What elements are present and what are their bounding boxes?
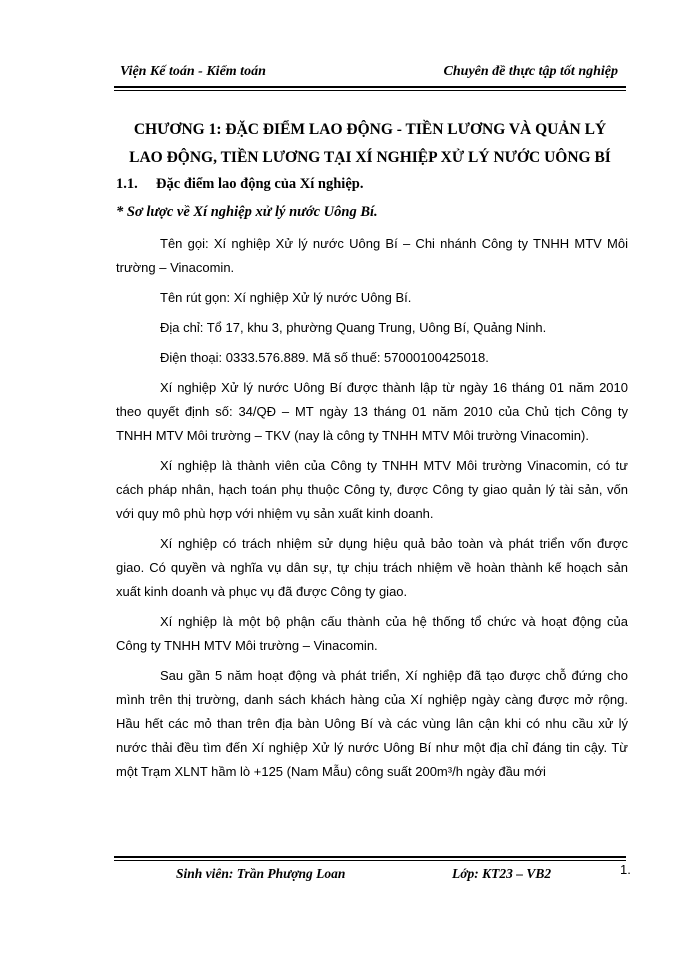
paragraph: Xí nghiệp Xử lý nước Uông Bí được thành lập từ ngày 16 tháng 01 năm 2010 theo quyết định số: 34/QĐ – MT ngày 13 tháng 01 năm 2010 của Chủ tịch Công ty TNHH MTV Môi trường – TKV (nay là công ty TNHH MTV Môi trường Vinacomin). [116,380,628,443]
paragraph: Xí nghiệp là một bộ phận cấu thành của hệ thống tổ chức và hoạt động của Công ty TNHH MTV Môi trường – Vinacomin. [116,614,628,653]
footer-student: Sinh viên: Trần Phượng Loan [176,866,346,881]
header-divider-thin [114,90,626,91]
chapter-title-line1: CHƯƠNG 1: ĐẶC ĐIỂM LAO ĐỘNG - TIỀN LƯƠNG VÀ QUẢN LÝ [133,121,607,138]
footer-class: Lớp: KT23 – VB2 [452,866,552,881]
section-heading [116,176,363,193]
paragraph: Điện thoại: 0333.576.889. Mã số thuế: 57000100425018. [160,350,489,365]
section-number: 1.1. [116,176,138,192]
paragraph: Xí nghiệp là thành viên của Công ty TNHH MTV Môi trường Vinacomin, có tư cách pháp nhân, hạch toán phụ thuộc Công ty, được Công ty giao quản lý tài sản, vốn với quy mô phù hợp với nhiệm vụ sản xuất kinh doanh. [116,458,628,521]
paragraph: Sau gần 5 năm hoạt động và phát triển, Xí nghiệp đã tạo được chỗ đứng cho mình trên thị trường, danh sách khách hàng của Xí nghiệp ngày càng được mở rộng. Hầu hết các mỏ than trên địa bàn Uông Bí và các vùng lân cận khi có nhu cầu xử lý nước thải đều tìm đến Xí nghiệp Xử lý nước Uông Bí như một địa chỉ đáng tin cậy. Từ một Trạm XLNT hầm lò +125 (Nam Mẫu) công suất 200m³/h ngày đầu mới [116,668,628,779]
header-divider [114,86,626,88]
footer-divider-thin [114,860,626,861]
intro-heading: * Sơ lược về Xí nghiệp xử lý nước Uông Bí. [116,204,378,220]
footer-divider [114,856,626,858]
paragraph: Địa chỉ: Tổ 17, khu 3, phường Quang Trung, Uông Bí, Quảng Ninh. [160,320,547,335]
section-title: Đặc điểm lao động của Xí nghiệp. [156,176,364,192]
paragraph: Tên gọi: Xí nghiệp Xử lý nước Uông Bí – Chi nhánh Công ty TNHH MTV Môi trường – Vinacomin. [116,236,628,275]
paragraph: Xí nghiệp có trách nhiệm sử dụng hiệu quả bảo toàn và phát triển vốn được giao. Có quyền và nghĩa vụ dân sự, tự chịu trách nhiệm về hoàn thành kế hoạch sản xuất kinh doanh và phục vụ đã được Công ty giao. [116,536,628,599]
chapter-title [110,116,630,172]
paragraph: Tên rút gọn: Xí nghiệp Xử lý nước Uông Bí. [160,290,412,305]
header-left: Viện Kế toán - Kiểm toán [120,64,266,79]
body-text [116,232,628,790]
page-number: 1. [620,862,631,877]
chapter-title-line2: LAO ĐỘNG, TIỀN LƯƠNG TẠI XÍ NGHIỆP XỬ LÝ NƯỚC UÔNG BÍ [129,149,611,166]
header-right: Chuyên đề thực tập tốt nghiệp [443,64,618,79]
